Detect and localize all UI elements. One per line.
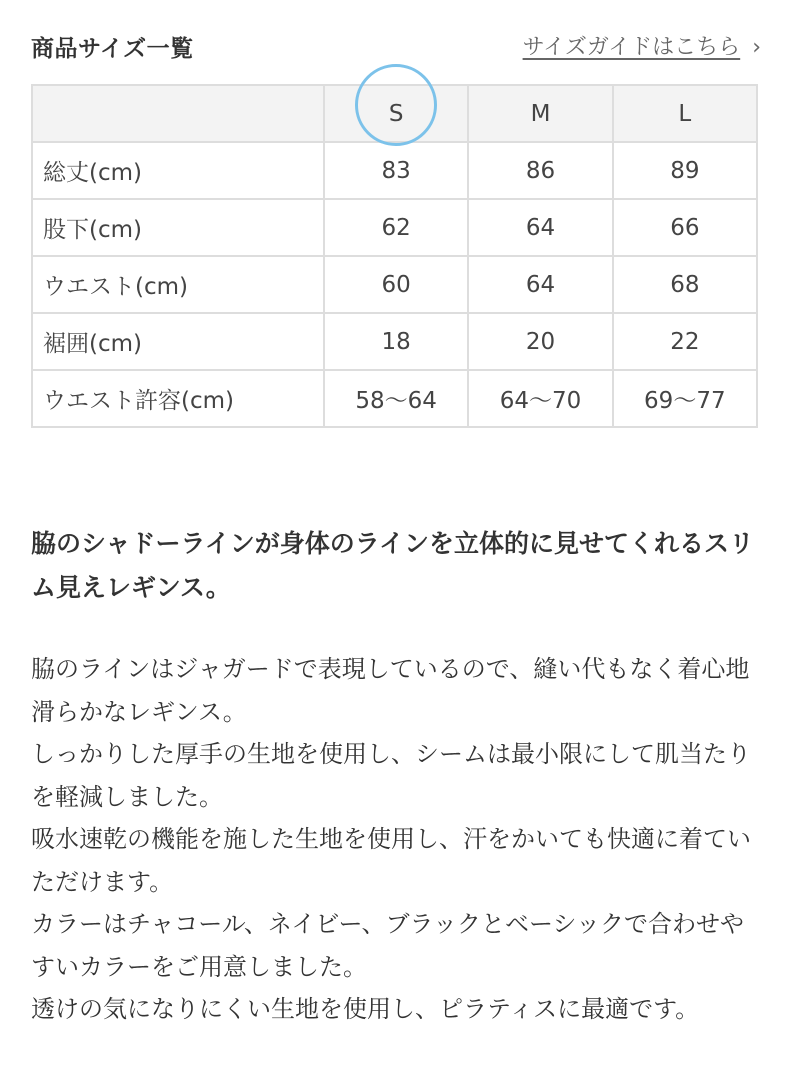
row-label: 総丈(cm): [32, 142, 324, 199]
table-cell: 64: [468, 199, 612, 256]
table-cell: 20: [468, 313, 612, 370]
table-cell: 86: [468, 142, 612, 199]
table-cell: 69〜77: [613, 370, 757, 427]
table-header-corner: [32, 85, 324, 142]
product-description: [31, 648, 761, 1031]
size-header-s[interactable]: [324, 85, 468, 142]
size-header-label: L: [678, 100, 692, 127]
row-label: 股下(cm): [32, 199, 324, 256]
table-cell: 66: [613, 199, 757, 256]
size-header-l[interactable]: [613, 85, 757, 142]
size-section-header: [31, 26, 761, 66]
table-row: [32, 142, 757, 199]
description-paragraph: しっかりした厚手の生地を使用し、シームは最小限にして肌当たりを軽減しました。: [31, 740, 751, 811]
table-row: [32, 199, 757, 256]
table-cell: 83: [324, 142, 468, 199]
table-row: [32, 370, 757, 427]
size-guide-link[interactable]: [523, 30, 761, 61]
row-label: ウエスト許容(cm): [32, 370, 324, 427]
table-cell: 62: [324, 199, 468, 256]
chevron-right-icon: ›: [752, 35, 761, 60]
table-row: [32, 256, 757, 313]
size-header-label: M: [530, 100, 551, 127]
size-header-m[interactable]: [468, 85, 612, 142]
table-cell: 22: [613, 313, 757, 370]
row-label: 裾囲(cm): [32, 313, 324, 370]
table-cell: 64: [468, 256, 612, 313]
table-row: [32, 313, 757, 370]
table-cell: 89: [613, 142, 757, 199]
table-cell: 58〜64: [324, 370, 468, 427]
description-paragraph: 脇のラインはジャガードで表現しているので、縫い代もなく着心地滑らかなレギンス。: [31, 655, 750, 726]
size-table: [31, 84, 758, 428]
size-guide-link-label[interactable]: サイズガイドはこちら: [522, 35, 741, 60]
table-cell: 60: [324, 256, 468, 313]
product-lead-text: 脇のシャドーラインが身体のラインを立体的に見せてくれるスリム見えレギンス。: [31, 529, 755, 602]
table-cell: 68: [613, 256, 757, 313]
section-title: 商品サイズ一覧: [31, 36, 194, 62]
description-paragraph: 透けの気になりにくい生地を使用し、ピラティスに最適です。: [31, 995, 700, 1023]
row-label: ウエスト(cm): [32, 256, 324, 313]
description-paragraph: カラーはチャコール、ネイビー、ブラックとベーシックで合わせやすいカラーをご用意しました。: [31, 910, 745, 981]
size-header-label: S: [388, 100, 404, 127]
table-cell: 64〜70: [468, 370, 612, 427]
description-paragraph: 吸水速乾の機能を施した生地を使用し、汗をかいても快適に着ていただけます。: [31, 825, 751, 896]
table-cell: 18: [324, 313, 468, 370]
table-header-row: [32, 85, 757, 142]
